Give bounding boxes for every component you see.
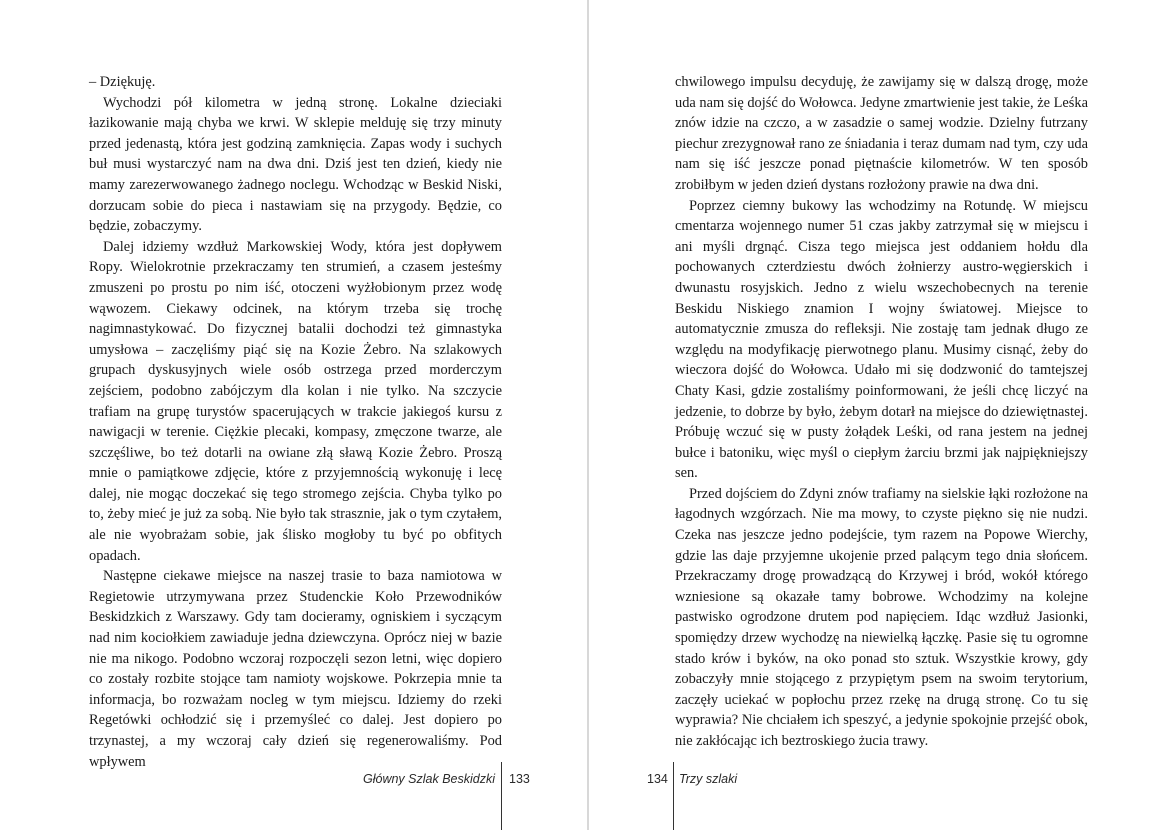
right-paragraph: Przed dojściem do Zdyni znów trafiamy na sielskie łąki rozłożone na łagodnych wzgórzach. Nie ma mowy, to czyste piękno się nie nudzi. Czeka nas jeszcze jedno podejście, tym razem na Popowe Wierchy, gdzie las daje przyjemne ukojenie przed palącym tego dnia słońcem. Przekraczamy drogę prowadzącą do Krzywej i bród, wokół którego wzniesione są okazałe tamy bobrowe. Wchodzimy na kolejne pastwisko ogrodzone drutem pod napięciem. Idąc wzdłuż Jasionki, spomiędzy drzew wychodzę na niewielką łączkę. Pasie się tu ogromne stado krów i byków, na oko ponad sto sztuk. Wszystkie krowy, gdy zobaczyły mnie stojącego z przypiętym psem na swoim terytorium, zaczęły uciekać w popłochu przez rzekę na drugą stronę. Co tu się wyprawia? Nie chciałem ich speszyć, a jedynie spokojnie przejść obok, nie zakłócając ich beztroskiego żucia trawy.: [675, 485, 1088, 749]
right-paragraph: Poprzez ciemny bukowy las wchodzimy na Rotundę. W miejscu cmentarza wojennego numer 51 czas jakby zatrzymał się w miejscu i ani myśli drgnąć. Cisza tego miejsca jest oddaniem hołdu dla pochowanych czterdziestu dwóch żołnierzy austro-węgierskich i dwunastu rosyjskich. Jedno z wielu wszechobecnych na terenie Beskidu Niskiego znamion I wojny światowej. Miejsce to automatycznie zmusza do refleksji. Nie zostaję tam jednak długo ze względu na modyfikację pierwotnego planu. Musimy cisnąć, żeby do wieczora dojść do Wołowca. Udało mi się dodzwonić do tamtejszej Chaty Kasi, gdzie zostaliśmy poinformowani, że jeśli chcę liczyć na jedzenie, to dobrze by było, żebym dotarł na miejsce do dziewiętnastej. Próbuję wczuć się w pusty żołądek Leśki, od rana jestem na jednej bułce i batoniku, więc myśl o ciepłym żarciu brzmi jak najpiękniejszy sen.: [675, 197, 1088, 482]
right-page-number: 134: [647, 772, 668, 786]
right-running-head: Trzy szlaki: [679, 772, 738, 786]
left-page-body-text: [89, 72, 502, 772]
right-footer-rule: [673, 762, 674, 830]
left-page: [0, 0, 587, 830]
right-page: [589, 0, 1176, 830]
left-page-number: 133: [509, 772, 530, 786]
right-page-body-text: [675, 72, 1088, 752]
left-paragraph: Następne ciekawe miejsce na naszej trasie to baza namiotowa w Regietowie utrzymywana przez Studenckie Koło Przewodników Beskidzkich z Warszawy. Gdy tam docieramy, ogniskiem i syczącym nad nim kociołkiem zawiaduje jedna dziewczyna. Oprócz niej w bazie nie ma nikogo. Podobno wczoraj rozpoczęli sezon letni, więc dopiero co zostały rozbite stojące tam namioty wojskowe. Pokrzepia mnie ta informacja, bo rozważam nocleg w tym miejscu. Idziemy do rzeki Regetówki ochłodzić się i przemyśleć co dalej. Jest dopiero po trzynastej, a my wczoraj cały dzień się regenerowaliśmy. Pod wpływem: [89, 568, 502, 770]
left-paragraph: Wychodzi pół kilometra w jedną stronę. Lokalne dzieciaki łazikowanie mają chyba we krwi. W sklepie melduję się trzy minuty przed jedenastą, która jest godziną zamknięcia. Zapas wody i suchych buł musi wystarczyć nam na dwa dni. Dziś jest ten dzień, kiedy nie mamy zarezerwowanego żadnego noclegu. Wchodząc w Beskid Niski, dorzucam sobie do pieca i nastawiam się na przygody. Będzie, co będzie, zobaczymy.: [89, 94, 502, 235]
left-footer-rule: [501, 762, 502, 830]
right-paragraph: chwilowego impulsu decyduję, że zawijamy się w dalszą drogę, może uda nam się dojść do Wołowca. Jedyne zmartwienie jest takie, że Leśka znów idzie na czczo, a w zasadzie o samej wodzie. Dzielny futrzany piechur zrezygnował rano ze śniadania i teraz dumam nad tym, czy uda nam się iść jeszcze ponad piętnaście kilometrów. W ten sposób zrobiłbym w jeden dzień dystans rozłożony prawie na dwa dni.: [675, 74, 1088, 193]
left-running-head: Główny Szlak Beskidzki: [363, 772, 495, 786]
left-paragraph: Dalej idziemy wzdłuż Markowskiej Wody, która jest dopływem Ropy. Wielokrotnie przekraczamy ten strumień, a czasem jesteśmy zmuszeni po prostu po nim iść, otoczeni wyżłobionym przez wodę wąwozem. Ciekawy odcinek, na którym trzeba się trochę nagimnastykować. Do fizycznej batalii dochodzi też gimnastyka umysłowa – zaczęliśmy piąć się na Kozie Żebro. Na szlakowych grupach dyskusyjnych wiele osób ostrzega przed morderczym zejściem, podobno zabójczym dla kolan i nie tylko. Na szczycie trafiam na grupę turystów spacerujących w trakcie jakiegoś kursu z nawigacji w terenie. Ciężkie plecaki, kompasy, zmęczone twarze, ale szczęśliwe, bo też dotarli na owiane złą sławą Kozie Żebro. Proszą mnie o pamiątkowe zdjęcie, które z przyjemnością wykonuję i lecę dalej, nie mogąc doczekać się tego stromego zejścia. Chyba tylko po to, żeby mieć je już za sobą. Nie było tak strasznie, jak o tym czytałem, ale nie wyobrażam sobie, jak ślisko mogłoby tu być po obfitych opadach.: [89, 238, 502, 564]
left-paragraph: – Dziękuję.: [89, 74, 156, 90]
